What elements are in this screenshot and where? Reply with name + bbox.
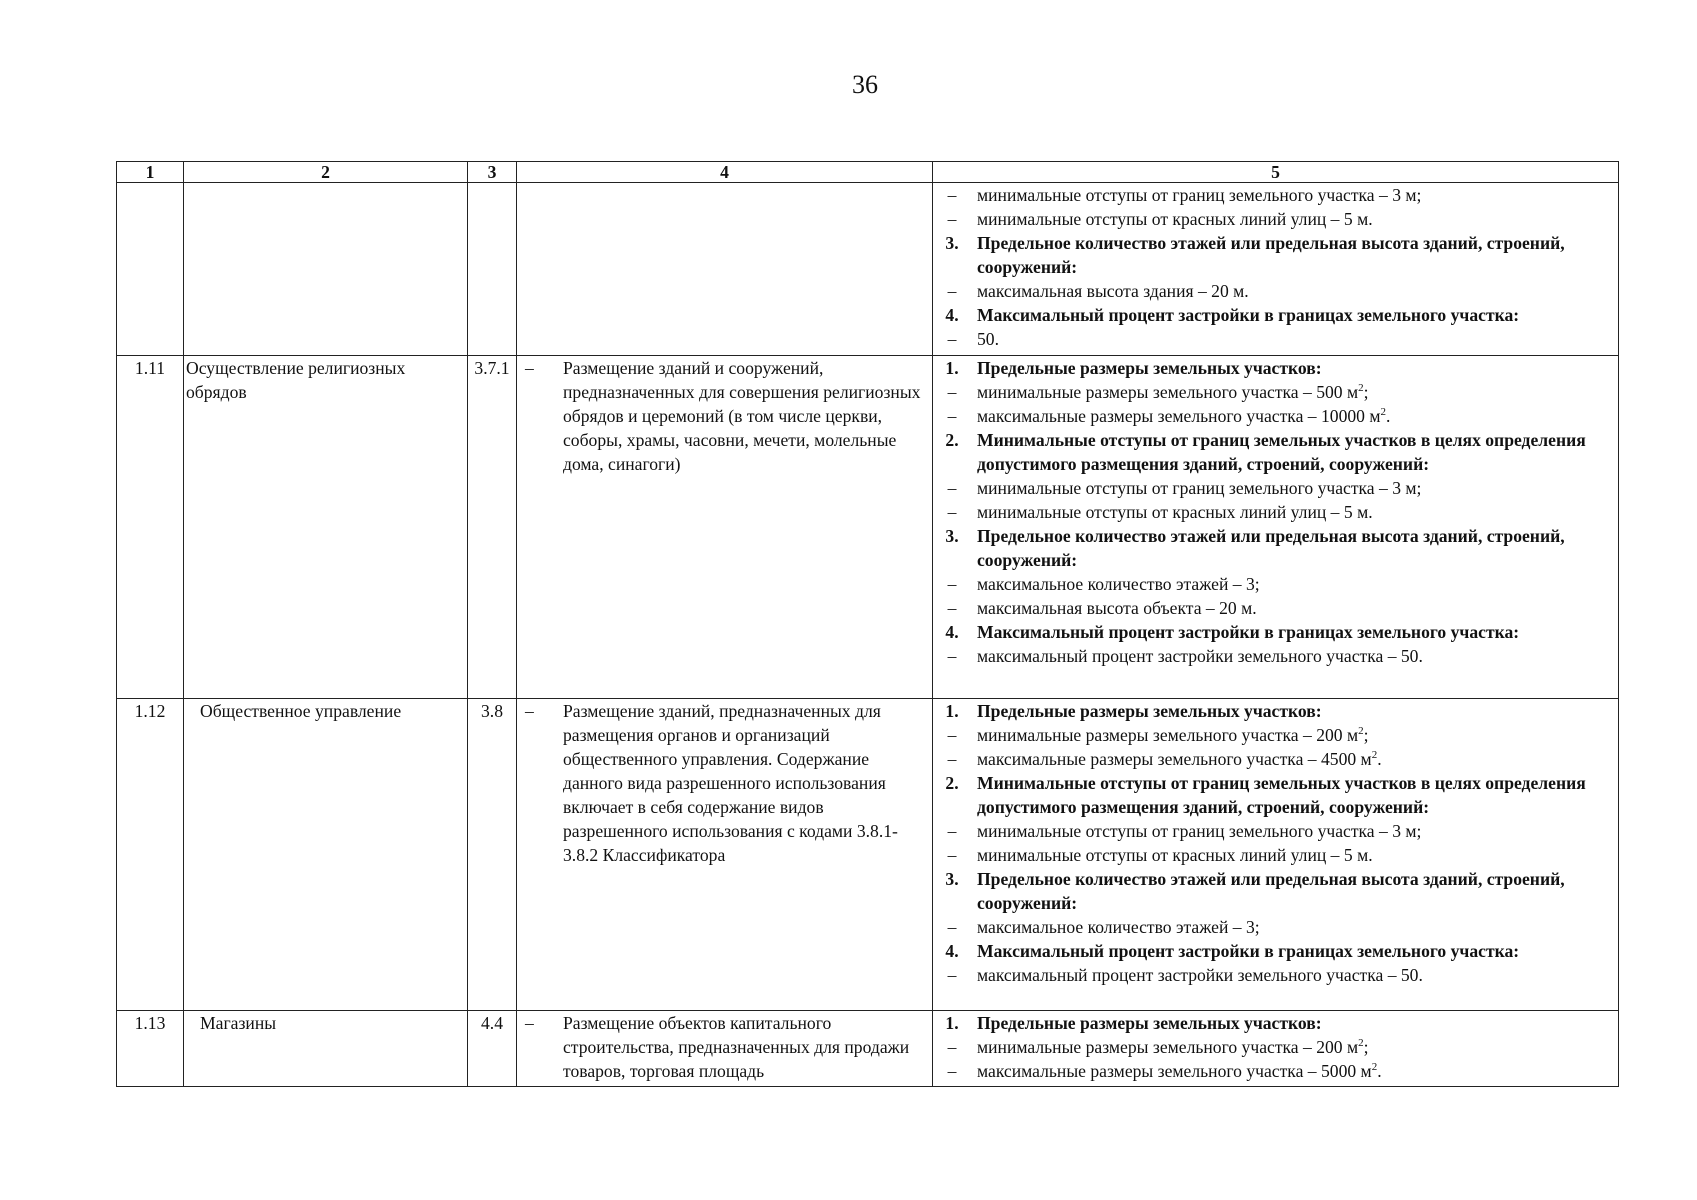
parameter-item xyxy=(935,279,1616,303)
parameter-marker: 4. xyxy=(945,622,959,642)
parameter-heading xyxy=(935,303,1616,327)
parameter-text: минимальные отступы от границ земельного участка – 3 м; xyxy=(977,185,1422,205)
row-number-cell xyxy=(117,183,184,356)
parameter-heading xyxy=(935,939,1616,963)
table-header xyxy=(117,162,1619,183)
description-dash: – xyxy=(525,358,534,378)
parameter-text: Максимальный процент застройки в границах земельного участка: xyxy=(977,622,1520,642)
parameter-marker: – xyxy=(947,598,957,618)
parameter-heading xyxy=(935,524,1616,572)
header-col-3: 3 xyxy=(468,162,517,183)
row-number-cell: 1.11 xyxy=(117,356,184,699)
parameter-marker: – xyxy=(947,185,957,205)
parameter-text: минимальные размеры земельного участка – 500 $м^2$; xyxy=(977,382,1369,402)
parameter-marker: 1. xyxy=(945,358,959,378)
parameter-text: минимальные отступы от красных линий улиц – 5 м. xyxy=(977,209,1373,229)
parameters-cell xyxy=(933,699,1619,1011)
parameter-item xyxy=(935,380,1616,404)
parameter-text: Минимальные отступы от границ земельных участков в целях определения допустимого размещения зданий, строений, сооружений: xyxy=(977,773,1586,817)
description-text: Размещение объектов капитального строительства, предназначенных для продажи товаров, торговая площадь xyxy=(563,1013,910,1081)
parameter-heading xyxy=(935,428,1616,476)
description xyxy=(519,1011,930,1083)
regulations-table xyxy=(116,161,1619,1087)
parameter-item xyxy=(935,500,1616,524)
superscript: 2 xyxy=(1371,749,1378,762)
parameter-marker: – xyxy=(947,329,957,349)
parameter-item xyxy=(935,572,1616,596)
parameter-item xyxy=(935,183,1616,207)
parameter-marker: – xyxy=(947,821,957,841)
parameter-item xyxy=(935,963,1616,987)
header-col-4: 4 xyxy=(517,162,933,183)
parameter-item xyxy=(935,596,1616,620)
parameter-item xyxy=(935,404,1616,428)
superscript: 2 xyxy=(1358,725,1364,738)
superscript: 2 xyxy=(1358,1037,1364,1050)
header-row xyxy=(117,162,1619,183)
use-name-cell: Общественное управление xyxy=(184,699,468,1011)
parameter-item xyxy=(935,327,1616,351)
parameter-marker: – xyxy=(947,917,957,937)
parameter-marker: 3. xyxy=(945,869,959,889)
parameter-text: максимальное количество этажей – 3; xyxy=(977,917,1260,937)
parameter-heading xyxy=(935,231,1616,279)
parameter-text: минимальные отступы от границ земельного участка – 3 м; xyxy=(977,478,1422,498)
parameter-marker: – xyxy=(947,965,957,985)
parameter-marker: – xyxy=(947,1037,957,1057)
parameter-text: Предельное количество этажей или предельная высота зданий, строений, сооружений: xyxy=(977,233,1565,277)
parameter-text: минимальные размеры земельного участка – 200 $м^2$; xyxy=(977,1037,1369,1057)
header-col-1: 1 xyxy=(117,162,184,183)
parameter-marker: – xyxy=(947,1061,957,1081)
parameter-marker: – xyxy=(947,406,957,426)
parameter-item xyxy=(935,747,1616,771)
table-row xyxy=(117,356,1619,699)
parameter-heading xyxy=(935,620,1616,644)
parameter-text: максимальный процент застройки земельного участка – 50. xyxy=(977,646,1423,666)
parameter-text: максимальные размеры земельного участка – 10000 $м^2$. xyxy=(977,406,1391,426)
parameter-marker: – xyxy=(947,646,957,666)
parameter-heading xyxy=(935,771,1616,819)
description-dash: – xyxy=(525,701,534,721)
parameter-text: Предельное количество этажей или предельная высота зданий, строений, сооружений: xyxy=(977,869,1565,913)
parameter-text: 50. xyxy=(977,329,999,349)
row-number-cell: 1.12 xyxy=(117,699,184,1011)
parameters-cell xyxy=(933,183,1619,356)
parameter-item xyxy=(935,1035,1616,1059)
description xyxy=(519,699,930,867)
parameter-text: минимальные отступы от красных линий улиц – 5 м. xyxy=(977,502,1373,522)
parameters-cell xyxy=(933,356,1619,699)
parameter-text: максимальный процент застройки земельного участка – 50. xyxy=(977,965,1423,985)
description-text: Размещение зданий и сооружений, предназначенных для совершения религиозных обрядов и церемоний (в том числе церкви, соборы, храмы, часовни, мечети, молельные дома, синагоги) xyxy=(563,358,921,474)
parameter-marker: 3. xyxy=(945,526,959,546)
parameter-marker: 1. xyxy=(945,1013,959,1033)
parameter-text: Минимальные отступы от границ земельных участков в целях определения допустимого размещения зданий, строений, сооружений: xyxy=(977,430,1586,474)
table-row xyxy=(117,183,1619,356)
parameter-marker: – xyxy=(947,382,957,402)
parameter-text: Максимальный процент застройки в границах земельного участка: xyxy=(977,941,1520,961)
parameter-item xyxy=(935,819,1616,843)
parameter-marker: 4. xyxy=(945,941,959,961)
superscript: 2 xyxy=(1380,406,1386,419)
parameter-text: минимальные отступы от красных линий улиц – 5 м. xyxy=(977,845,1373,865)
table-row xyxy=(117,1011,1619,1087)
parameter-text: Максимальный процент застройки в границах земельного участка: xyxy=(977,305,1520,325)
parameter-heading xyxy=(935,699,1616,723)
use-description-cell xyxy=(517,183,933,356)
parameter-text: максимальные размеры земельного участка – 5000 $м^2$. xyxy=(977,1061,1382,1081)
parameter-text: максимальная высота объекта – 20 м. xyxy=(977,598,1257,618)
parameter-text: минимальные отступы от границ земельного участка – 3 м; xyxy=(977,821,1422,841)
parameter-item xyxy=(935,843,1616,867)
parameter-item xyxy=(935,723,1616,747)
description xyxy=(519,356,930,476)
use-name-cell xyxy=(184,183,468,356)
use-name-cell: Магазины xyxy=(184,1011,468,1087)
parameter-text: максимальная высота здания – 20 м. xyxy=(977,281,1249,301)
parameter-text: Предельное количество этажей или предельная высота зданий, строений, сооружений: xyxy=(977,526,1565,570)
parameter-text: Предельные размеры земельных участков: xyxy=(977,1013,1322,1033)
parameter-text: Предельные размеры земельных участков: xyxy=(977,701,1322,721)
use-description-cell xyxy=(517,699,933,1011)
header-col-2: 2 xyxy=(184,162,468,183)
parameter-marker: 2. xyxy=(945,773,959,793)
parameter-item xyxy=(935,207,1616,231)
use-name-cell: Осуществление религиозных обрядов xyxy=(184,356,468,699)
parameter-marker: – xyxy=(947,502,957,522)
parameter-text: максимальное количество этажей – 3; xyxy=(977,574,1260,594)
parameter-item xyxy=(935,915,1616,939)
parameter-marker: – xyxy=(947,281,957,301)
use-code-cell: 4.4 xyxy=(468,1011,517,1087)
parameter-marker: – xyxy=(947,845,957,865)
parameter-marker: 2. xyxy=(945,430,959,450)
parameter-marker: – xyxy=(947,478,957,498)
header-col-5: 5 xyxy=(933,162,1619,183)
page-number: 36 xyxy=(852,70,878,99)
parameter-heading xyxy=(935,356,1616,380)
parameter-marker: – xyxy=(947,725,957,745)
parameter-marker: 1. xyxy=(945,701,959,721)
parameter-marker: – xyxy=(947,749,957,769)
parameter-marker: – xyxy=(947,209,957,229)
parameter-marker: 4. xyxy=(945,305,959,325)
row-number-cell: 1.13 xyxy=(117,1011,184,1087)
use-description-cell xyxy=(517,1011,933,1087)
table-row xyxy=(117,699,1619,1011)
parameter-text: Предельные размеры земельных участков: xyxy=(977,358,1322,378)
use-code-cell xyxy=(468,183,517,356)
use-code-cell: 3.7.1 xyxy=(468,356,517,699)
parameters-cell xyxy=(933,1011,1619,1087)
use-code-cell: 3.8 xyxy=(468,699,517,1011)
parameter-item xyxy=(935,1059,1616,1083)
description-dash: – xyxy=(525,1013,534,1033)
parameter-item xyxy=(935,476,1616,500)
superscript: 2 xyxy=(1358,382,1364,395)
use-description-cell xyxy=(517,356,933,699)
parameter-marker: – xyxy=(947,574,957,594)
parameter-marker: 3. xyxy=(945,233,959,253)
parameter-text: максимальные размеры земельного участка – 4500 $м^2$. xyxy=(977,749,1382,769)
parameter-heading xyxy=(935,1011,1616,1035)
superscript: 2 xyxy=(1371,1061,1378,1074)
parameter-text: минимальные размеры земельного участка – 200 $м^2$; xyxy=(977,725,1369,745)
parameter-item xyxy=(935,644,1616,668)
parameter-heading xyxy=(935,867,1616,915)
table-body xyxy=(117,183,1619,1087)
description-text: Размещение зданий, предназначенных для размещения органов и организаций общественного управления. Содержание данного вида разрешенного использования включает в себя содержание видов разрешенного использования с кодами 3.8.1-3.8.2 Классификатора xyxy=(563,701,898,865)
